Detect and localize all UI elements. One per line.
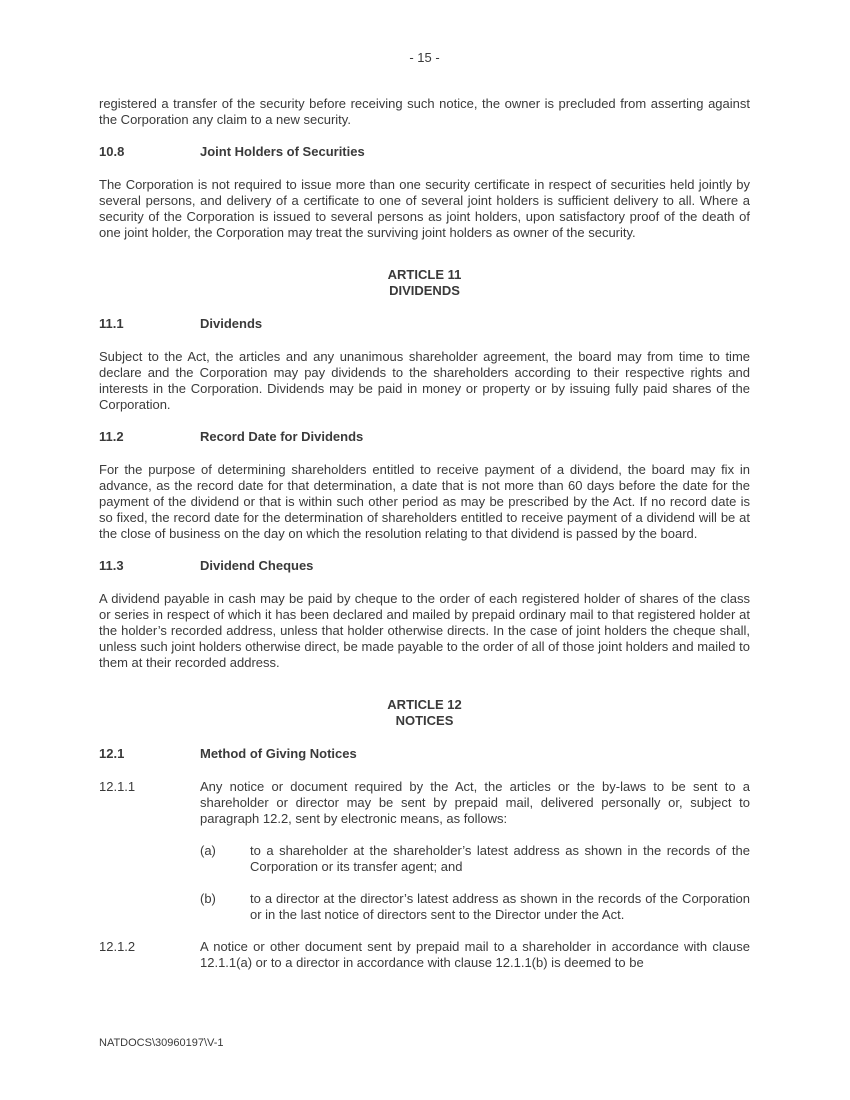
section-heading-11-3 xyxy=(99,558,750,574)
section-heading-10-8 xyxy=(99,144,750,160)
clause-text: Any notice or document required by the Act, the articles or the by-laws to be sent to a shareholder or director may be sent by prepaid mail, delivered personally or, subject to paragraph 12.2, sent by electronic means, as follows: xyxy=(200,779,750,826)
section-11-1-paragraph: Subject to the Act, the articles and any unanimous shareholder agreement, the board may from time to time declare and the Corporation may pay dividends to the shareholders according to their respective rights and interests in the Corporation. Dividends may be paid in money or property or by issuing fully paid shares of the Corporation. xyxy=(99,349,750,412)
clause-text: A notice or other document sent by prepaid mail to a shareholder in accordance with clause 12.1.1(a) or to a director in accordance with clause 12.1.1(b) is deemed to be xyxy=(200,939,750,970)
section-title: Dividends xyxy=(200,316,263,331)
section-11-3-paragraph: A dividend payable in cash may be paid by cheque to the order of each registered holder of shares of the class or series in respect of which it has been declared and mailed by prepaid ordinary mail to that registered holder at the holder’s recorded address, unless that holder otherwise directs. In the case of joint holders the cheque shall, unless such joint holders otherwise direct, be made payable to the order of all of those joint holders and mailed to them at their recorded address. xyxy=(99,591,750,670)
clause-number: 12.1.1 xyxy=(99,779,136,794)
section-number: 10.8 xyxy=(99,144,125,159)
continuation-paragraph: registered a transfer of the security before receiving such notice, the owner is precluded from asserting against the Corporation any claim to a new security. xyxy=(99,96,750,127)
article-12-title: NOTICES xyxy=(395,713,454,728)
sub-item-a xyxy=(200,843,750,875)
article-11-title: DIVIDENDS xyxy=(389,283,460,298)
section-number: 11.1 xyxy=(99,316,124,331)
article-12-label: ARTICLE 12 xyxy=(387,697,462,712)
clause-12-1-1 xyxy=(99,779,750,827)
article-11-label: ARTICLE 11 xyxy=(387,267,462,282)
section-number: 12.1 xyxy=(99,746,125,761)
section-heading-12-1 xyxy=(99,746,750,762)
sub-item-text: to a shareholder at the shareholder’s latest address as shown in the records of the Corporation or its transfer agent; and xyxy=(250,843,750,874)
article-11-heading xyxy=(99,267,750,299)
section-number: 11.3 xyxy=(99,558,124,573)
clause-number: 12.1.2 xyxy=(99,939,136,954)
document-footer-reference: NATDOCS\30960197\V-1 xyxy=(99,1037,224,1049)
sub-item-label: (b) xyxy=(200,891,216,906)
sub-item-text: to a director at the director’s latest address as shown in the records of the Corporation or in the last notice of directors sent to the Director under the Act. xyxy=(250,891,750,922)
section-title: Joint Holders of Securities xyxy=(200,144,365,159)
section-heading-11-1 xyxy=(99,316,750,332)
section-number: 11.2 xyxy=(99,429,124,444)
sub-item-b xyxy=(200,891,750,923)
clause-12-1-2 xyxy=(99,939,750,971)
section-title: Method of Giving Notices xyxy=(200,746,357,761)
sub-item-label: (a) xyxy=(200,843,216,858)
article-12-heading xyxy=(99,697,750,729)
section-heading-11-2 xyxy=(99,429,750,445)
section-10-8-paragraph: The Corporation is not required to issue more than one security certificate in respect of securities held jointly by several persons, and delivery of a certificate to one of several joint holders is sufficient delivery to all. Where a security of the Corporation is issued to several persons as joint holders, upon satisfactory proof of the death of one joint holder, the Corporation may treat the surviving joint holders as owner of the security. xyxy=(99,177,750,240)
page-number: - 15 - xyxy=(409,50,440,65)
section-11-2-paragraph: For the purpose of determining shareholders entitled to receive payment of a dividend, the board may fix in advance, as the record date for that determination, a date that is not more than 60 days before the date for the payment of the dividend or that is within such other period as may be prescribed by the Act. If no record date is so fixed, the record date for the determination of shareholders entitled to receive payment of a dividend will be at the close of business on the day on which the resolution relating to that dividend is passed by the board. xyxy=(99,462,750,541)
section-title: Dividend Cheques xyxy=(200,558,314,573)
section-title: Record Date for Dividends xyxy=(200,429,364,444)
